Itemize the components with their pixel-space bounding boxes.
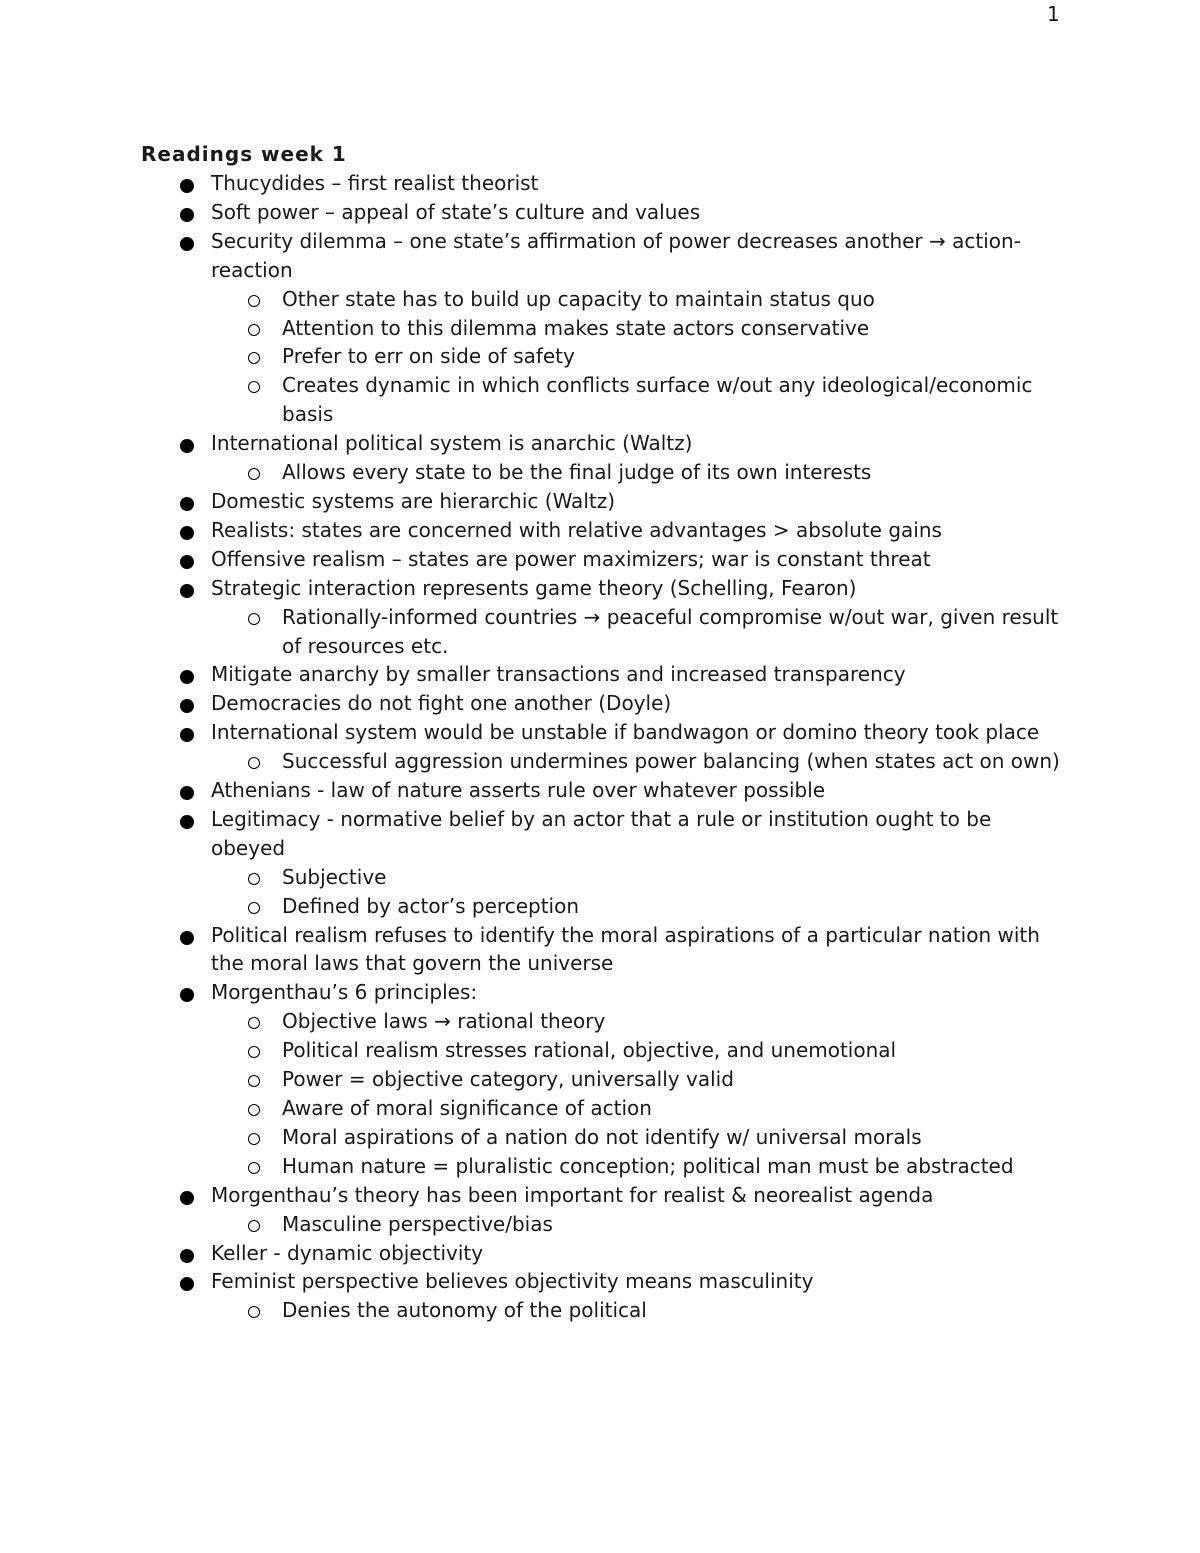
bullet-item — [211, 574, 1061, 661]
sub-bullet-item — [282, 1065, 1061, 1094]
bullet-text: Offensive realism – states are power maximizers; war is constant threat — [211, 546, 931, 571]
filled-bullet-icon — [180, 179, 194, 193]
hollow-bullet-icon — [248, 352, 260, 364]
hollow-bullet-icon — [248, 1104, 260, 1116]
bullet-item — [211, 805, 1061, 921]
sub-bullet-item — [282, 1296, 1061, 1325]
sub-bullet-text: Denies the autonomy of the political — [282, 1298, 647, 1323]
hollow-bullet-icon — [248, 381, 260, 393]
sub-bullet-item — [282, 1007, 1061, 1036]
sub-bullet-list — [211, 603, 1061, 661]
bullet-list — [141, 169, 1061, 1325]
sub-bullet-text: Aware of moral significance of action — [282, 1096, 652, 1120]
bullet-item — [211, 660, 1061, 689]
bullet-text: Morgenthau’s 6 principles: — [211, 980, 478, 1005]
sub-bullet-text: Rationally-informed countries → peaceful compromise w/out war, given result of resources etc. — [282, 604, 1059, 658]
bullet-text: Political realism refuses to identify the moral aspirations of a particular nation with the moral laws that govern the universe — [211, 922, 1040, 976]
sub-bullet-text: Moral aspirations of a nation do not identify w/ universal morals — [282, 1124, 922, 1149]
sub-bullet-item — [282, 342, 1061, 371]
bullet-item — [211, 516, 1061, 545]
sub-bullet-text: Prefer to err on side of safety — [282, 344, 575, 369]
bullet-text: Thucydides – first realist theorist — [211, 171, 539, 195]
filled-bullet-icon — [180, 497, 194, 511]
document-body — [141, 140, 1061, 1325]
hollow-bullet-icon — [248, 324, 260, 336]
filled-bullet-icon — [180, 815, 194, 829]
hollow-bullet-icon — [248, 1133, 260, 1145]
sub-bullet-text: Human nature = pluralistic conception; political man must be abstracted — [282, 1153, 1014, 1178]
bullet-item — [211, 718, 1061, 776]
hollow-bullet-icon — [248, 1220, 260, 1232]
sub-bullet-item — [282, 1152, 1061, 1181]
hollow-bullet-icon — [248, 1046, 260, 1058]
sub-bullet-text: Successful aggression undermines power balancing (when states act on own) — [282, 749, 1060, 774]
hollow-bullet-icon — [248, 613, 260, 625]
filled-bullet-icon — [180, 699, 194, 713]
sub-bullet-item — [282, 1123, 1061, 1152]
bullet-item — [211, 1239, 1061, 1268]
bullet-item — [211, 689, 1061, 718]
sub-bullet-text: Masculine perspective/bias — [282, 1211, 553, 1236]
sub-bullet-text: Subjective — [282, 864, 387, 889]
filled-bullet-icon — [180, 1249, 194, 1263]
bullet-item — [211, 198, 1061, 227]
sub-bullet-text: Allows every state to be the final judge of its own interests — [282, 460, 872, 485]
bullet-item — [211, 978, 1061, 1180]
hollow-bullet-icon — [248, 295, 260, 307]
sub-bullet-text: Other state has to build up capacity to maintain status quo — [282, 286, 875, 311]
bullet-text: Realists: states are concerned with relative advantages > absolute gains — [211, 517, 942, 542]
bullet-item — [211, 169, 1061, 198]
bullet-item — [211, 429, 1061, 487]
hollow-bullet-icon — [248, 1017, 260, 1029]
bullet-text: International political system is anarchic (Waltz) — [211, 431, 693, 456]
sub-bullet-text: Power = objective category, universally valid — [282, 1067, 734, 1092]
bullet-item — [211, 921, 1061, 979]
hollow-bullet-icon — [248, 1306, 260, 1318]
hollow-bullet-icon — [248, 757, 260, 769]
hollow-bullet-icon — [248, 1075, 260, 1087]
sub-bullet-item — [282, 1210, 1061, 1239]
bullet-item — [211, 1181, 1061, 1239]
page-number: 1 — [1047, 2, 1060, 26]
sub-bullet-text: Defined by actor’s perception — [282, 893, 580, 918]
sub-bullet-text: Attention to this dilemma makes state actors conservative — [282, 315, 870, 340]
filled-bullet-icon — [180, 728, 194, 742]
sub-bullet-item — [282, 747, 1061, 776]
hollow-bullet-icon — [248, 468, 260, 480]
sub-bullet-text: Creates dynamic in which conflicts surface w/out any ideological/economic basis — [282, 373, 1033, 427]
filled-bullet-icon — [180, 555, 194, 569]
bullet-text: Security dilemma – one state’s affirmation of power decreases another → action-reaction — [211, 228, 1021, 282]
bullet-text: Morgenthau’s theory has been important for realist & neorealist agenda — [211, 1182, 934, 1207]
bullet-text: Feminist perspective believes objectivity means masculinity — [211, 1269, 814, 1294]
sub-bullet-list — [211, 458, 1061, 487]
bullet-text: Mitigate anarchy by smaller transactions and increased transparency — [211, 662, 906, 687]
bullet-item — [211, 545, 1061, 574]
filled-bullet-icon — [180, 670, 194, 684]
section-heading: Readings week 1 — [141, 142, 347, 166]
sub-bullet-list — [211, 1210, 1061, 1239]
sub-bullet-item — [282, 1036, 1061, 1065]
sub-bullet-item — [282, 863, 1061, 892]
sub-bullet-list — [211, 863, 1061, 921]
bullet-item — [211, 227, 1061, 429]
filled-bullet-icon — [180, 237, 194, 251]
filled-bullet-icon — [180, 786, 194, 800]
filled-bullet-icon — [180, 988, 194, 1002]
hollow-bullet-icon — [248, 873, 260, 885]
sub-bullet-item — [282, 1094, 1061, 1123]
bullet-text: Domestic systems are hierarchic (Waltz) — [211, 488, 616, 513]
sub-bullet-item — [282, 603, 1061, 661]
sub-bullet-item — [282, 285, 1061, 314]
bullet-item — [211, 776, 1061, 805]
hollow-bullet-icon — [248, 902, 260, 914]
bullet-text: Soft power – appeal of state’s culture and values — [211, 199, 701, 224]
filled-bullet-icon — [180, 1277, 194, 1291]
bullet-text: Athenians - law of nature asserts rule over whatever possible — [211, 778, 826, 803]
filled-bullet-icon — [180, 526, 194, 540]
filled-bullet-icon — [180, 1191, 194, 1205]
sub-bullet-item — [282, 371, 1061, 429]
sub-bullet-list — [211, 285, 1061, 430]
filled-bullet-icon — [180, 584, 194, 598]
hollow-bullet-icon — [248, 1162, 260, 1174]
sub-bullet-list — [211, 747, 1061, 776]
bullet-item — [211, 487, 1061, 516]
filled-bullet-icon — [180, 439, 194, 453]
bullet-text: Legitimacy - normative belief by an actor that a rule or institution ought to be obeyed — [211, 806, 992, 860]
bullet-item — [211, 1267, 1061, 1325]
filled-bullet-icon — [180, 931, 194, 945]
bullet-text: Strategic interaction represents game theory (Schelling, Fearon) — [211, 575, 857, 600]
filled-bullet-icon — [180, 208, 194, 222]
sub-bullet-item — [282, 314, 1061, 343]
sub-bullet-item — [282, 892, 1061, 921]
sub-bullet-list — [211, 1007, 1061, 1180]
bullet-text: Keller - dynamic objectivity — [211, 1240, 484, 1265]
sub-bullet-item — [282, 458, 1061, 487]
bullet-text: Democracies do not fight one another (Doyle) — [211, 691, 672, 716]
sub-bullet-list — [211, 1296, 1061, 1325]
bullet-text: International system would be unstable if bandwagon or domino theory took place — [211, 720, 1040, 745]
sub-bullet-text: Political realism stresses rational, objective, and unemotional — [282, 1038, 897, 1063]
sub-bullet-text: Objective laws → rational theory — [282, 1009, 606, 1034]
